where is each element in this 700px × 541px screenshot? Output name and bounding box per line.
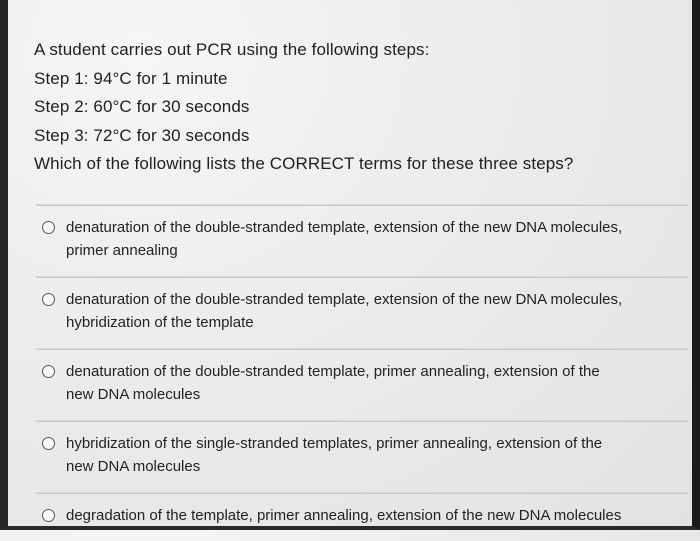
question-prompt: Which of the following lists the CORRECT terms for these three steps?	[34, 154, 574, 174]
radio-button-icon[interactable]	[42, 437, 55, 450]
answer-option-line: new DNA molecules	[66, 458, 201, 475]
radio-button-icon[interactable]	[42, 221, 55, 234]
question-intro: A student carries out PCR using the following steps:	[34, 40, 430, 59]
answer-option-line: hybridization of the single-stranded templates, primer annealing, extension of the	[66, 435, 603, 452]
answer-option-3[interactable]	[36, 350, 688, 420]
answer-option-1[interactable]	[36, 206, 688, 276]
answer-option-label	[66, 432, 602, 478]
radio-button-icon[interactable]	[42, 509, 55, 522]
answer-option-line: new DNA molecules	[66, 386, 201, 403]
question-text	[34, 36, 674, 179]
answer-option-label	[66, 360, 600, 406]
answer-option-label	[66, 216, 622, 262]
answer-option-line: degradation of the template, primer annealing, extension of the new DNA molecules	[66, 507, 622, 524]
question-step-1: Step 1: 94°C for 1 minute	[34, 68, 228, 88]
radio-button-icon[interactable]	[42, 365, 55, 378]
answer-option-2[interactable]	[36, 278, 688, 348]
answer-option-line: denaturation of the double-stranded template, extension of the new DNA molecules,	[66, 219, 623, 236]
radio-button-icon[interactable]	[42, 293, 55, 306]
answer-choices	[36, 204, 688, 541]
question-step-2: Step 2: 60°C for 30 seconds	[34, 97, 250, 117]
answer-option-label	[66, 504, 621, 527]
answer-option-label	[66, 288, 622, 334]
question-step-3: Step 3: 72°C for 30 seconds	[34, 125, 250, 145]
answer-option-line: primer annealing	[66, 242, 178, 259]
answer-option-line: hybridization of the template	[66, 314, 254, 331]
answer-option-5[interactable]	[36, 494, 688, 541]
answer-option-4[interactable]	[36, 422, 688, 492]
answer-option-line: denaturation of the double-stranded template, extension of the new DNA molecules,	[66, 291, 623, 308]
answer-option-line: denaturation of the double-stranded template, primer annealing, extension of the	[66, 363, 600, 380]
